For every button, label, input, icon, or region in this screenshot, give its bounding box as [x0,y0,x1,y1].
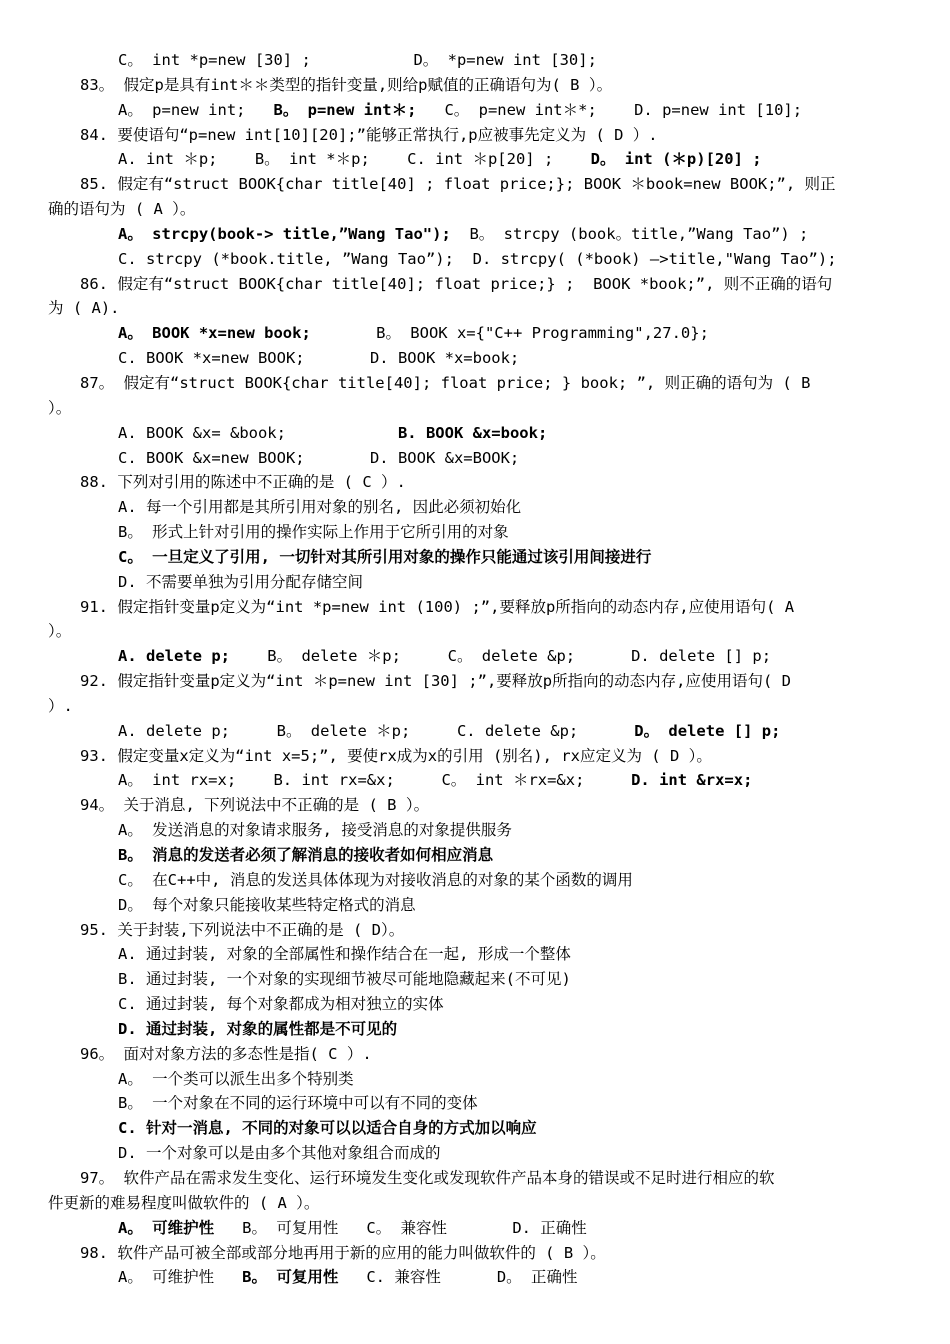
line-text: 86. 假定有“struct BOOK{char title[40]; float price;} ; BOOK *book;”, 则不正确的语句 [80,274,833,293]
answer-text: D。 int (＊p)[20] ; [590,150,762,169]
line-text: C。 p=new int＊*; D. p=new int [10]; [416,100,803,119]
question-line [48,371,910,396]
answer-text: A。 strcpy(book-> title,”Wang Tao"); [118,224,451,243]
option-line [48,495,910,520]
answer-text: D。 delete [] p; [634,721,781,740]
line-text: 为 ( A). [48,299,120,318]
answer-text: C. 针对一消息, 不同的对象可以以适合自身的方式加以响应 [118,1119,537,1138]
option-line [48,222,910,247]
line-text: B。 strcpy (book。title,”Wang Tao”) ; [450,224,809,243]
option-line [48,1265,910,1290]
line-text: D. 一个对象可以是由多个其他对象组合而成的 [118,1144,441,1163]
line-text: 98. 软件产品可被全部或部分地再用于新的应用的能力叫做软件的 ( B ）。 [80,1243,606,1262]
option-line [48,1116,910,1141]
answer-text: B. BOOK &x=book; [397,423,548,442]
question-line [48,669,910,694]
line-text: A. int ＊p; B。 int *＊p; C. int ＊p[20] ; [118,150,591,169]
question-line [48,793,910,818]
option-line [48,446,910,471]
option-line [48,719,910,744]
continuation-line [48,694,910,719]
answer-text: B。 可复用性 [242,1268,339,1287]
line-text: B。 delete ＊p; C。 delete &p; D. delete [] p; [229,647,772,666]
line-text: 84. 要使语句“p=new int[10][20];”能够正常执行,p应被事先定义为 ( D ）. [80,125,658,144]
line-text: B。 可复用性 C。 兼容性 D. 正确性 [214,1218,587,1237]
line-text: A. delete p; B。 delete ＊p; C. delete &p; [118,721,635,740]
line-text: 94。 关于消息, 下列说法中不正确的是 ( B ）。 [80,796,430,815]
answer-text: D. int &rx=x; [631,771,753,790]
line-text: A。 可维护性 [118,1268,243,1287]
question-line [48,744,910,769]
option-line [48,247,910,272]
question-line [48,470,910,495]
option-line [48,1216,910,1241]
line-text: 83。 假定p是具有int＊＊类型的指针变量,则给p赋值的正确语句为( B ）。 [80,75,613,94]
line-text: 确的语句为 ( A ）。 [48,200,196,219]
option-line [48,545,910,570]
line-text: B。 BOOK x={"C++ Programming",27.0}; [310,324,709,343]
question-line [48,272,910,297]
answer-text: A。 可维护性 [118,1218,215,1237]
continuation-line [48,197,910,222]
option-line [48,942,910,967]
line-text: 85. 假定有“struct BOOK{char title[40] ; float price;}; BOOK ＊book=new BOOK;”, 则正 [80,175,836,194]
question-line [48,172,910,197]
line-text: 91. 假定指针变量p定义为“int *p=new int (100) ;”,要释放p所指向的动态内存,应使用语句( A [80,597,795,616]
line-text: 97。 软件产品在需求发生变化、运行环境发生变化或发现软件产品本身的错误或不足时进行相应的软 [80,1168,775,1187]
option-line [48,421,910,446]
line-text: B。 一个对象在不同的运行环境中可以有不同的变体 [118,1094,478,1113]
option-line [48,1017,910,1042]
option-line [48,644,910,669]
continuation-line [48,296,910,321]
line-text: 88. 下列对引用的陈述中不正确的是 ( C ）. [80,473,406,492]
option-line [48,321,910,346]
answer-text: A。 BOOK *x=new book; [118,324,311,343]
line-text: ）。 [48,622,72,641]
option-line [48,843,910,868]
option-line [48,818,910,843]
line-text: ）. [48,696,73,715]
answer-text: B。 p=new int＊; [273,100,417,119]
option-line [48,570,910,595]
line-text: C。 int *p=new [30] ; D。 *p=new int [30]; [118,51,597,69]
question-line [48,595,910,620]
answer-text: D. 通过封装, 对象的属性都是不可见的 [118,1019,398,1038]
question-line [48,1042,910,1067]
option-line [48,98,910,123]
continuation-line [48,1191,910,1216]
line-text: A. BOOK &x= &book; [118,423,398,442]
option-line [48,1141,910,1166]
option-line [48,868,910,893]
line-text: C。 在C++中, 消息的发送具体体现为对接收消息的对象的某个函数的调用 [118,870,633,889]
option-line [48,1067,910,1092]
line-text: C. BOOK &x=new BOOK; D. BOOK &x=BOOK; [118,448,520,467]
continuation-line [48,396,910,421]
line-text: D. 不需要单独为引用分配存储空间 [118,572,363,591]
line-text: A。 一个类可以派生出多个特别类 [118,1069,354,1088]
option-line [48,520,910,545]
line-text: C. strcpy (*book.title, ”Wang Tao”); D. strcpy( (*book) —>title,"Wang Tao”); [118,249,837,268]
option-line [48,147,910,172]
line-text: B。 形式上针对引用的操作实际上作用于它所引用的对象 [118,523,509,542]
question-line [48,123,910,148]
question-line [48,1166,910,1191]
line-text: A。 int rx=x; B. int rx=&x; C。 int ＊rx=&x; [118,771,632,790]
line-text: A。 发送消息的对象请求服务, 接受消息的对象提供服务 [118,821,512,840]
line-text: C. BOOK *x=new BOOK; D. BOOK *x=book; [118,349,520,368]
option-line [48,967,910,992]
line-text: C. 通过封装, 每个对象都成为相对独立的实体 [118,995,444,1014]
question-line [48,1241,910,1266]
line-text: 92. 假定指针变量p定义为“int ＊p=new int [30] ;”,要释放p所指向的动态内存,应使用语句( D [80,672,791,691]
line-text: ）。 [48,398,72,417]
line-text: 87。 假定有“struct BOOK{char title[40]; float price; } book; ”, 则正确的语句为 ( B [80,373,811,392]
answer-text: B。 消息的发送者必须了解消息的接收者如何相应消息 [118,846,494,864]
line-text: D。 每个对象只能接收某些特定格式的消息 [118,895,416,914]
option-line [48,992,910,1017]
option-line [48,1091,910,1116]
option-line [48,768,910,793]
answer-text: A. delete p; [118,647,230,666]
line-text: B. 通过封装, 一个对象的实现细节被尽可能地隐藏起来(不可见) [118,970,571,989]
option-line [48,893,910,918]
line-text: 96。 面对对象方法的多态性是指( C ）. [80,1044,372,1063]
option-line [48,346,910,371]
line-text: A. 通过封装, 对象的全部属性和操作结合在一起, 形成一个整体 [118,945,571,964]
answer-text: C。 一旦定义了引用, 一切针对其所引用对象的操作只能通过该引用间接进行 [118,547,652,566]
line-text: 93. 假定变量x定义为“int x=5;”, 要使rx成为x的引用 (别名), rx应定义为 ( D ）。 [80,746,712,765]
option-line [48,48,910,73]
continuation-line [48,619,910,644]
line-text: 件更新的难易程度叫做软件的 ( A ）。 [48,1193,320,1212]
line-text: 95. 关于封装,下列说法中不正确的是 ( D）。 [80,920,405,939]
line-text: A. 每一个引用都是其所引用对象的别名, 因此必须初始化 [118,498,522,517]
line-text: A。 p=new int; [118,100,274,119]
question-line [48,73,910,98]
question-line [48,918,910,943]
line-text: C. 兼容性 D。 正确性 [338,1268,578,1287]
